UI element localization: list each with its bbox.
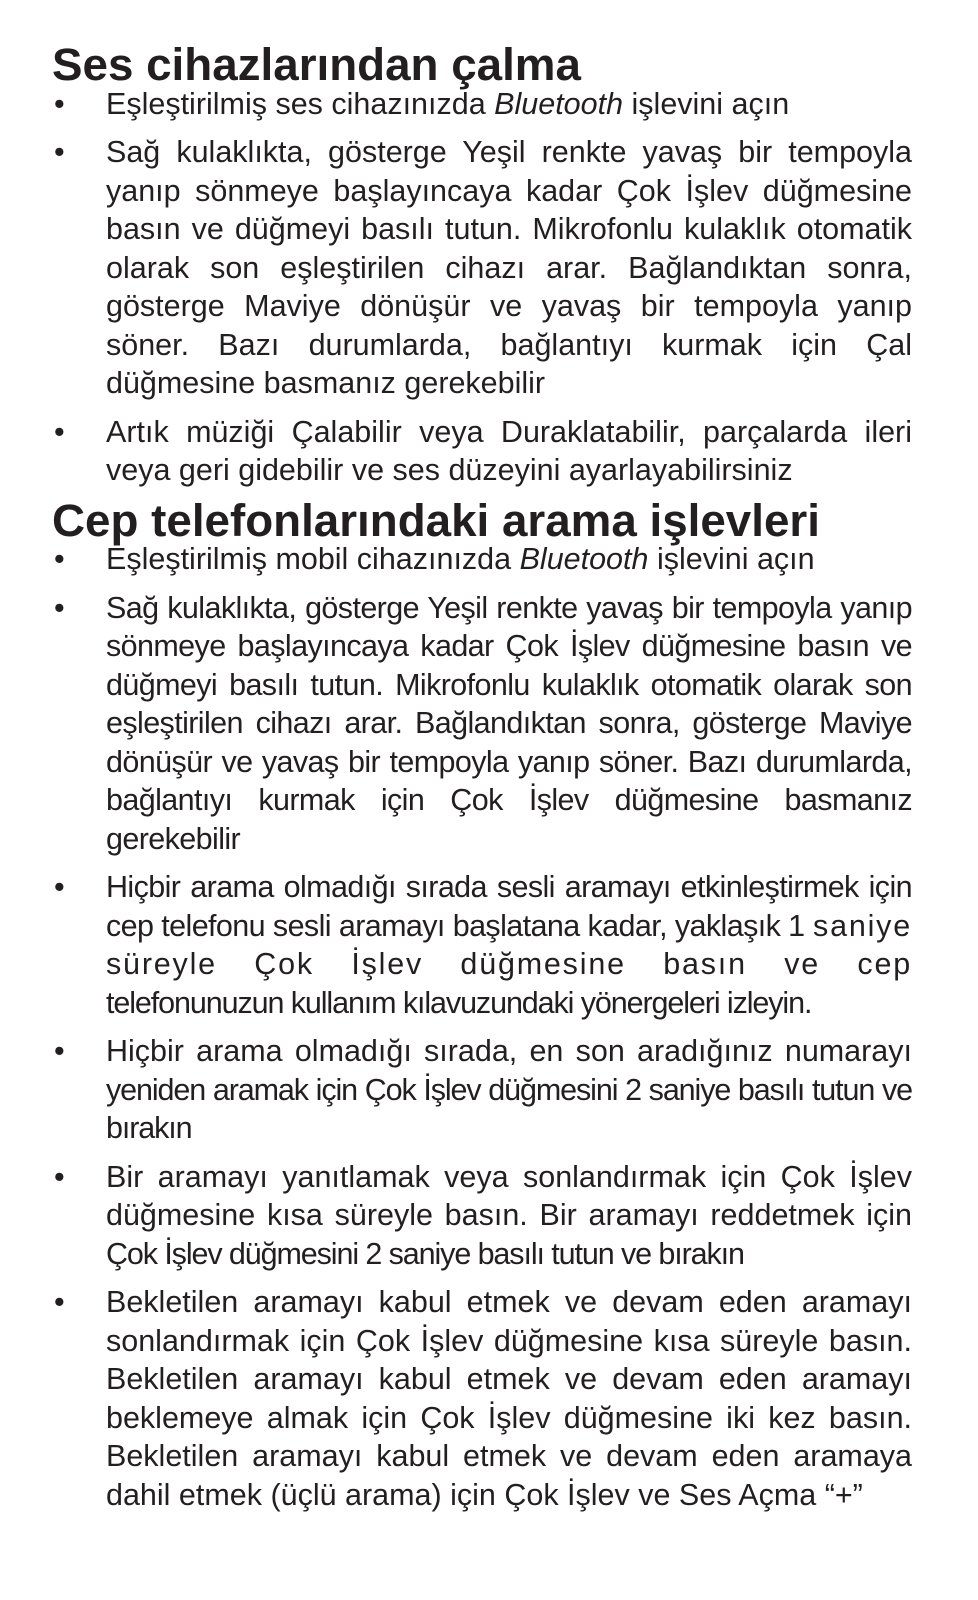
manual-page [52,39,912,1514]
section-call-functions [52,494,912,1515]
list-item [52,868,912,1022]
list-item [52,133,912,403]
bullet-icon: • [54,414,65,449]
item-text: Bekletilen aramayı kabul etmek ve devam eden aramayı sonlandırmak için Çok İşlev düğmesine kısa süreyle basın. Bekletilen aramayı kabul etmek ve devam eden aramayı beklemeye almak için Çok İşlev düğmesine iki kez basın. Bekletilen aramayı kabul etmek ve devam eden aramaya dahil etmek (üçlü arama) için Çok İşlev ve Ses Açma “+” [106,1285,912,1512]
bluetooth-term: Bluetooth [519,542,649,576]
list-item [52,1158,912,1274]
bullet-icon: • [54,870,65,904]
item-text: Hiçbir arama olmadığı sırada, en son aradığınız numarayı [106,1034,912,1068]
section-heading-calls: Cep telefonlarındaki arama işlevleri [52,494,820,546]
bluetooth-term: Bluetooth [494,86,624,121]
bullet-list-calls [52,540,912,1514]
item-text: saniye süreyle Çok İşlev düğmesine basın ve cep [106,908,912,981]
list-item [52,1032,912,1148]
list-item [52,589,912,859]
item-text: Eşleştirilmiş mobil cihazınızda [106,542,520,576]
bullet-icon: • [54,542,65,576]
bullet-icon: • [54,590,65,625]
list-item [52,1283,912,1514]
bullet-icon: • [54,1285,65,1319]
item-text: işlevini açın [623,86,790,121]
item-text: Sağ kulaklıkta, gösterge Yeşil renkte yavaş bir tempoyla yanıp sönmeye başlayıncaya kadar Çok İşlev düğmesine basın ve düğmeyi basılı tutun. Mikrofonlu kulaklık otomatik olarak son eşleştirilen cihazı arar. Bağlandıktan sonra, gösterge Maviye dönüşür ve yavaş bir tempoyla yanıp söner. Bazı durumlarda, bağlantıyı kurmak için Çal düğmesine basmanız gerekebilir [106,135,912,400]
list-item [52,413,912,490]
item-text: Eşleştirilmiş ses cihazınızda [106,86,495,121]
item-text: yeniden aramak için Çok İşlev düğmesini 2 saniye basılı tutun ve bırakın [106,1072,912,1145]
item-text: Çok İşlev düğmesini 2 saniye basılı tutun ve bırakın [106,1236,744,1271]
bullet-icon: • [54,86,65,121]
item-text: işlevini açın [648,542,815,576]
list-item [52,540,912,579]
bullet-icon: • [54,135,65,169]
bullet-icon: • [54,1159,65,1194]
section-audio-playback [52,39,912,490]
item-text: Artık müziği Çalabilir veya Duraklatabilir, parçalarda ileri veya geri gidebilir ve ses düzeyini ayarlayabilirsiniz [106,414,912,487]
item-text: Hiçbir arama olmadığı sırada sesli aramayı etkinleştirmek için cep telefonu sesli aramayı başlatana kadar, yaklaşık 1 [106,870,912,943]
item-text: Sağ kulaklıkta, gösterge Yeşil renkte yavaş bir tempoyla yanıp sönmeye başlayıncaya kadar Çok İşlev düğmesine basın ve düğmeyi basılı tutun. Mikrofonlu kulaklık otomatik olarak son eşleştirilen cihazı arar. Bağlandıktan sonra, gösterge Maviye dönüşür ve yavaş bir tempoyla yanıp söner. Bazı durumlarda, bağlantıyı kurmak için Çok İşlev düğmesine basmanız gerekebilir [106,590,912,856]
section-heading-audio: Ses cihazlarından çalma [52,39,581,90]
bullet-icon: • [54,1034,65,1068]
list-item [52,85,912,124]
item-text: Bir aramayı yanıtlamak veya sonlandırmak için Çok İşlev düğmesine kısa süreyle basın. Bir aramayı reddetmek için [106,1159,912,1232]
bullet-list-audio [52,85,912,490]
item-text: telefonunuzun kullanım kılavuzundaki yönergeleri izleyin. [106,985,812,1020]
